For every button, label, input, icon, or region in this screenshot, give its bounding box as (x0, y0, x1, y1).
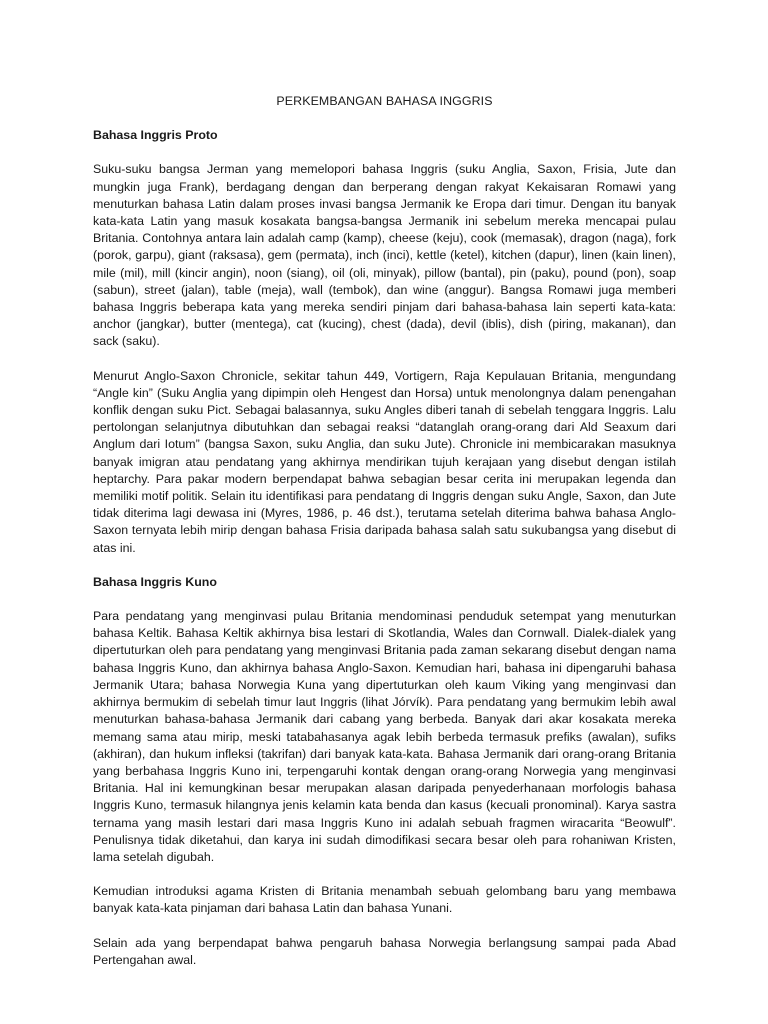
document-body (93, 93, 676, 986)
paragraph: Selain ada yang berpendapat bahwa pengaruh bahasa Norwegia berlangsung sampai pada Abad Pertengahan awal. (93, 935, 676, 967)
section-heading: Bahasa Inggris Kuno (93, 574, 217, 589)
paragraph: Suku-suku bangsa Jerman yang memelopori bahasa Inggris (suku Anglia, Saxon, Frisia, Jute dan mungkin juga Frank), berdagang dengan dan berperang dengan rakyat Kekaisaran Romawi yang menuturkan bahasa Latin dalam proses invasi bangsa Jermanik ke Eropa dari timur. Dengan itu banyak kata-kata Latin yang masuk kosakata bangsa-bangsa Jermanik ini sebelum mereka mencapai pulau Britania. Contohnya antara lain adalah camp (kamp), cheese (keju), cook (memasak), dragon (naga), fork (porok, garpu), giant (raksasa), gem (permata), inch (inci), kettle (ketel), kitchen (dapur), linen (kain linen), mile (mil), mill (kincir angin), noon (siang), oil (oli, minyak), pillow (bantal), pin (paku), pound (pon), soap (sabun), street (jalan), table (meja), wall (tembok), dan wine (anggur). Bangsa Romawi juga memberi bahasa Inggris beberapa kata yang mereka sendiri pinjam dari bahasa-bahasa lain seperti kata-kata: anchor (jangkar), butter (mentega), cat (kucing), chest (dada), devil (iblis), dish (piring, makanan), dan sack (saku). (93, 162, 676, 349)
section-heading: Bahasa Inggris Proto (93, 128, 218, 143)
document-title: PERKEMBANGAN BAHASA INGGRIS (276, 94, 493, 108)
paragraph: Kemudian introduksi agama Kristen di Britania menambah sebuah gelombang baru yang membawa banyak kata-kata pinjaman dari bahasa Latin dan bahasa Yunani. (93, 884, 676, 916)
section-bahasa-inggris-proto (93, 127, 676, 557)
paragraph: Menurut Anglo-Saxon Chronicle, sekitar tahun 449, Vortigern, Raja Kepulauan Britania, mengundang “Angle kin” (Suku Anglia yang dipimpin oleh Hengest dan Horsa) untuk menolongnya dalam penengahan konflik dengan suku Pict. Sebagai balasannya, suku Angles diberi tanah di sebelah tenggara Inggris. Lalu pertolongan selanjutnya dibutuhkan dan sebagai reaksi “datanglah orang-orang dari Ald Seaxum dari Anglum dari Iotum” (bangsa Saxon, suku Anglia, dan suku Jute). Chronicle ini membicarakan masuknya banyak imigran atau pendatang yang akhirnya mendirikan tujuh kerajaan yang disebut dengan istilah heptarchy. Para pakar modern berpendapat bahwa sebagian besar cerita ini merupakan legenda dan memiliki motif politik. Selain itu identifikasi para pendatang di Inggris dengan suku Angle, Saxon, dan Jute tidak diterima lagi dewasa ini (Myres, 1986, p. 46 dst.), terutama setelah diterima bahwa bahasa Anglo-Saxon ternyata lebih mirip dengan bahasa Frisia daripada bahasa salah satu sukubangsa yang disebut di atas ini. (93, 368, 676, 555)
section-bahasa-inggris-kuno (93, 574, 676, 969)
paragraph: Para pendatang yang menginvasi pulau Britania mendominasi penduduk setempat yang menuturkan bahasa Keltik. Bahasa Keltik akhirnya bisa lestari di Skotlandia, Wales dan Cornwall. Dialek-dialek yang dipertuturkan oleh para pendatang yang menginvasi Britania pada zaman sekarang disebut dengan nama bahasa Inggris Kuno, dan akhirnya bahasa Anglo-Saxon. Kemudian hari, bahasa ini dipengaruhi bahasa Jermanik Utara; bahasa Norwegia Kuna yang dipertuturkan oleh kaum Viking yang menginvasi dan akhirnya bermukim di sebelah timur laut Inggris (lihat Jórvík). Para pendatang yang bermukim lebih awal menuturkan bahasa-bahasa Jermanik dari cabang yang berbeda. Banyak dari akar kosakata mereka memang sama atau mirip, meski tatabahasanya agak lebih berbeda termasuk prefiks (awalan), sufiks (akhiran), dan hukum infleksi (takrifan) dari banyak kata-kata. Bahasa Jermanik dari orang-orang Britania yang berbahasa Inggris Kuno ini, terpengaruhi kontak dengan orang-orang Norwegia yang menginvasi Britania. Hal ini kemungkinan besar merupakan alasan daripada penyederhanaan morfologis bahasa Inggris Kuno, termasuk hilangnya jenis kelamin kata benda dan kasus (kecuali pronominal). Karya sastra ternama yang masih lestari dari masa Inggris Kuno ini adalah sebuah fragmen wiracarita “Beowulf”. Penulisnya tidak diketahui, dan karya ini sudah dimodifikasi secara besar oleh para rohaniwan Kristen, lama setelah digubah. (93, 609, 676, 864)
